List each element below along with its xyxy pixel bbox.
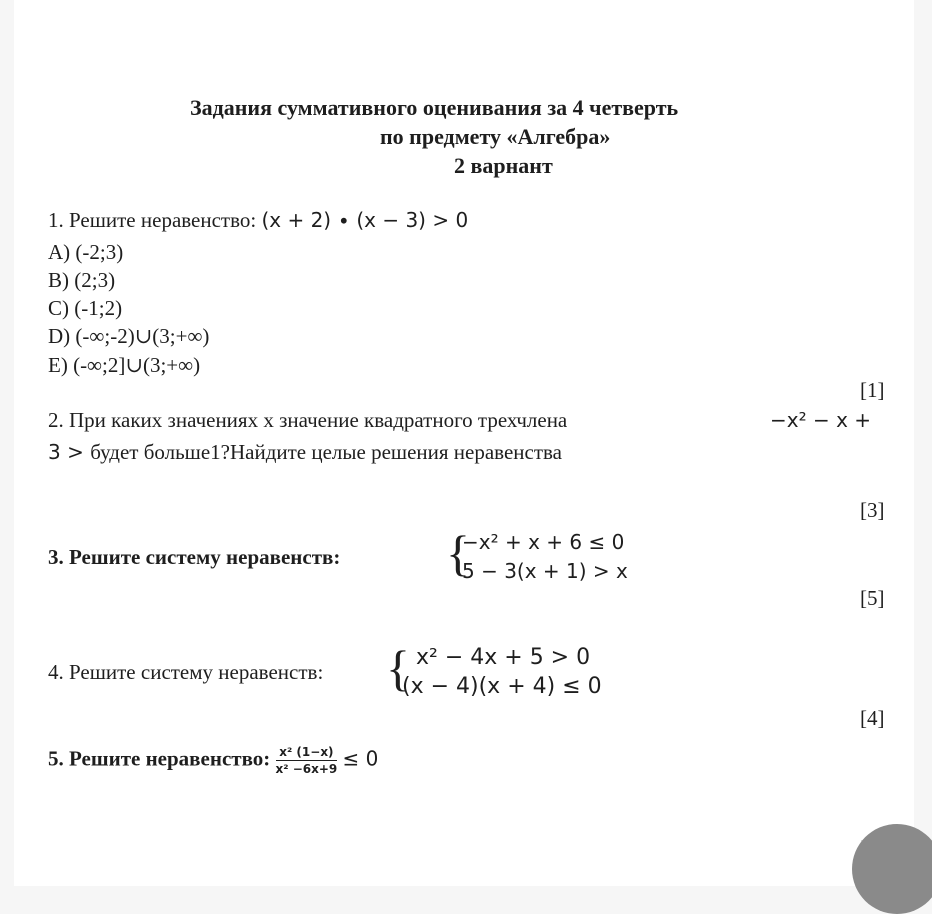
answer-option-d: D) (-∞;-2)∪(3;+∞) [48, 324, 210, 348]
answer-option-a: A) (-2;3) [48, 240, 124, 264]
question-3-mark: [5] [860, 586, 885, 610]
question-2-text-line1: 2. При каких значениях x значение квадратного трехчлена [48, 408, 568, 432]
question-2-mark: [3] [860, 498, 885, 522]
fraction-denominator: x² −6x+9 [275, 762, 338, 776]
question-1 [48, 208, 468, 233]
question-3-prompt: 3. Решите систему неравенств: [48, 545, 341, 569]
answer-option-c: C) (-1;2) [48, 296, 123, 320]
question-5-prompt: 5. Решите неравенство: [48, 746, 271, 771]
question-4-inequality-1: x² − 4x + 5 > 0 [416, 645, 591, 670]
question-1-expression: (x + 2) ∙ (x − 3) > 0 [261, 208, 469, 232]
doc-title-line3: 2 варнант [454, 153, 553, 178]
answer-option-e: E) (-∞;2]∪(3;+∞) [48, 353, 201, 377]
answer-option-b: B) (2;3) [48, 268, 116, 292]
question-4-inequality-2: (x − 4)(x + 4) ≤ 0 [402, 674, 602, 699]
system-brace-icon: { [446, 525, 470, 581]
fraction-numerator: x² (1−x) [276, 745, 338, 761]
question-2-text-line2: будет больше1?Найдите целые решения неравенства [90, 440, 562, 464]
question-2-line1 [48, 408, 567, 433]
question-5-relation: ≤ 0 [342, 746, 379, 771]
doc-title-line2: по предмету «Алгебра» [380, 124, 611, 149]
question-5 [48, 745, 378, 776]
question-1-prompt: 1. Решите неравенство: [48, 208, 262, 232]
doc-title-line1: Задания суммативного оценивания за 4 четверть [190, 95, 679, 120]
question-2-expression-part1: −x² − x + [770, 408, 872, 432]
question-5-fraction [276, 745, 338, 776]
question-2-expression-part2: 3 > [48, 440, 91, 464]
question-3-inequality-1: −x² + x + 6 ≤ 0 [462, 530, 625, 554]
question-4-prompt: 4. Решите систему неравенств: [48, 660, 324, 684]
question-1-mark: [1] [860, 378, 885, 402]
question-4-mark: [4] [860, 706, 885, 730]
document-page [14, 0, 914, 886]
question-2-line2 [48, 440, 562, 465]
question-3-inequality-2: 5 − 3(x + 1) > x [462, 559, 628, 583]
page-curl-corner [852, 824, 932, 914]
system-brace-icon: { [386, 640, 410, 696]
